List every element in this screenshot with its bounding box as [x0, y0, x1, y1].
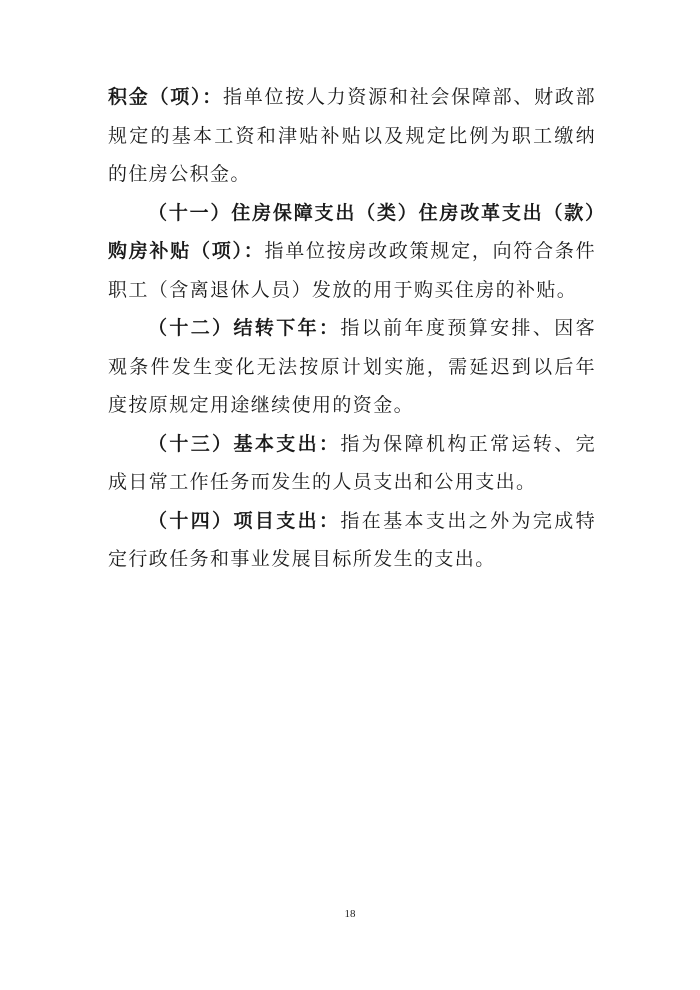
term-housing-fund: 积金（项）：: [108, 86, 223, 108]
paragraph-project-expenditure: [108, 502, 596, 579]
paragraph-basic-expenditure: [108, 425, 596, 502]
definition-basic-expenditure: 指为保障机构正常运转、完成日常工作任务而发生的人员支出和公用支出。: [108, 432, 596, 493]
paragraph-housing-subsidy: [108, 194, 596, 310]
term-carryover: （十二）结转下年：: [148, 317, 341, 339]
paragraph-housing-fund: [108, 78, 596, 194]
term-project-expenditure: （十四）项目支出：: [148, 509, 341, 532]
definition-housing-subsidy: 指单位按房改政策规定，向符合条件职工（含离退休人员）发放的用于购买住房的补贴。: [108, 240, 597, 301]
document-body: [108, 78, 596, 579]
paragraph-carryover: [108, 309, 596, 425]
term-housing-subsidy: （十一）住房保障支出（类）住房改革支出（款）购房补贴（项）：: [108, 201, 596, 262]
page-number: 18: [344, 908, 356, 920]
definition-housing-fund: 指单位按人力资源和社会保障部、财政部规定的基本工资和津贴补贴以及规定比例为职工缴纳的住房公积金。: [108, 86, 597, 185]
term-basic-expenditure: （十三）基本支出：: [148, 432, 341, 455]
definition-carryover: 指以前年度预算安排、因客观条件发生变化无法按原计划实施，需延迟到以后年度按原规定用途继续使用的资金。: [108, 317, 596, 416]
definition-project-expenditure: 指在基本支出之外为完成特定行政任务和事业发展目标所发生的支出。: [108, 509, 596, 570]
